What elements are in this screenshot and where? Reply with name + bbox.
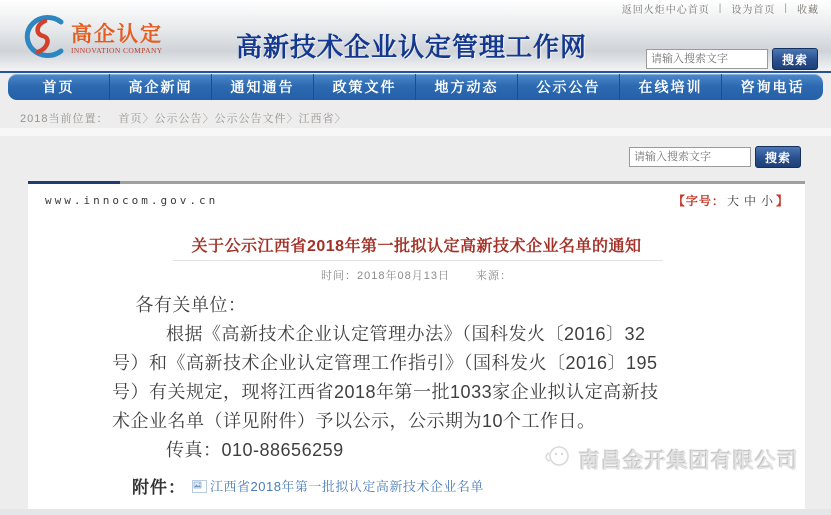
- site-header: [0, 0, 831, 71]
- topbar: [622, 2, 819, 14]
- font-size-small[interactable]: 小: [760, 194, 774, 208]
- header-search-button[interactable]: 搜索: [772, 48, 818, 70]
- article-title: 关于公示江西省2018年第一批拟认定高新技术企业名单的通知: [191, 238, 642, 255]
- main-nav: [8, 74, 823, 100]
- header-divider-line: [0, 71, 831, 73]
- link-favorite[interactable]: 收藏: [797, 4, 819, 16]
- breadcrumb-prefix: 2018当前位置：: [20, 113, 109, 125]
- attachment-label: 附件：: [132, 478, 186, 497]
- link-set-homepage[interactable]: 设为首页: [731, 4, 776, 16]
- article-panel: [28, 181, 805, 509]
- topbar-separator: |: [718, 2, 723, 14]
- content-search-input[interactable]: [629, 147, 751, 167]
- separator-band: [0, 128, 831, 136]
- title-divider: [173, 260, 663, 261]
- attachment-row: [132, 473, 484, 498]
- paragraph-main: 根据《高新技术企业认定管理办法》（国科发火〔2016〕32号）和《高新技术企业认定管理工作指引》（国科发火〔2016〕195号）有关规定，现将江西省2018年第一批1033家企业拟认定高新技术企业名单（详见附件）予以公示，公示期为10个工作日。: [112, 324, 659, 431]
- site-url: www.innocom.gov.cn: [45, 194, 219, 207]
- font-size-label-open: 【字号：: [672, 194, 725, 208]
- nav-item-news[interactable]: 高企新闻: [109, 74, 211, 100]
- breadcrumb-path[interactable]: 首页〉公示公告〉公示公告文件〉江西省〉: [118, 113, 347, 125]
- site-logo[interactable]: [16, 13, 163, 64]
- font-size-medium[interactable]: 中: [743, 194, 757, 208]
- panel-top-border: [28, 181, 805, 184]
- logo-text: [71, 23, 163, 55]
- nav-item-policy-documents[interactable]: 政策文件: [313, 74, 415, 100]
- broken-image-icon: [192, 480, 207, 493]
- content-search-button[interactable]: 搜索: [755, 146, 801, 168]
- paragraph-salutation: 各有关单位：: [135, 295, 247, 315]
- header-search-input[interactable]: [646, 49, 768, 69]
- font-size-large[interactable]: 大: [726, 194, 740, 208]
- content-search: [629, 146, 801, 168]
- article-meta: [28, 267, 805, 283]
- nav-item-home[interactable]: 首页: [42, 79, 75, 95]
- article-body: [112, 291, 668, 465]
- link-torch-center-home[interactable]: 返回火炬中心首页: [621, 4, 710, 16]
- nav-item-local-updates[interactable]: 地方动态: [415, 74, 517, 100]
- breadcrumb: [20, 110, 347, 126]
- logo-subtitle: INNOVATION COMPANY: [71, 45, 163, 55]
- logo-swoosh-icon: [16, 13, 68, 64]
- nav-item-consult-phone[interactable]: 咨询电话: [721, 74, 823, 100]
- footer-strip: [0, 509, 831, 515]
- meta-time-label: 时间：: [321, 270, 358, 282]
- nav-item-online-training[interactable]: 在线培训: [619, 74, 721, 100]
- panel-top-border-accent: [28, 181, 120, 184]
- header-search: [646, 48, 818, 70]
- meta-time-value: 2018年08月13日: [357, 270, 450, 282]
- nav-item-public-announcements[interactable]: 公示公告: [517, 74, 619, 100]
- topbar-separator: |: [784, 2, 788, 14]
- logo-name: 高企认定: [71, 22, 163, 46]
- meta-source-label: 来源：: [475, 270, 512, 282]
- site-title: 高新技术企业认定管理工作网: [236, 32, 588, 62]
- nav-item-notices[interactable]: 通知通告: [211, 74, 313, 100]
- font-size-control: [673, 192, 789, 209]
- font-size-label-close: 】: [775, 194, 789, 208]
- paragraph-fax: 传真：010-88656259: [166, 440, 344, 460]
- company-watermark-text: 南昌金开集团有限公司: [579, 450, 799, 473]
- attachment-link[interactable]: 江西省2018年第一批拟认定高新技术企业名单: [210, 479, 484, 494]
